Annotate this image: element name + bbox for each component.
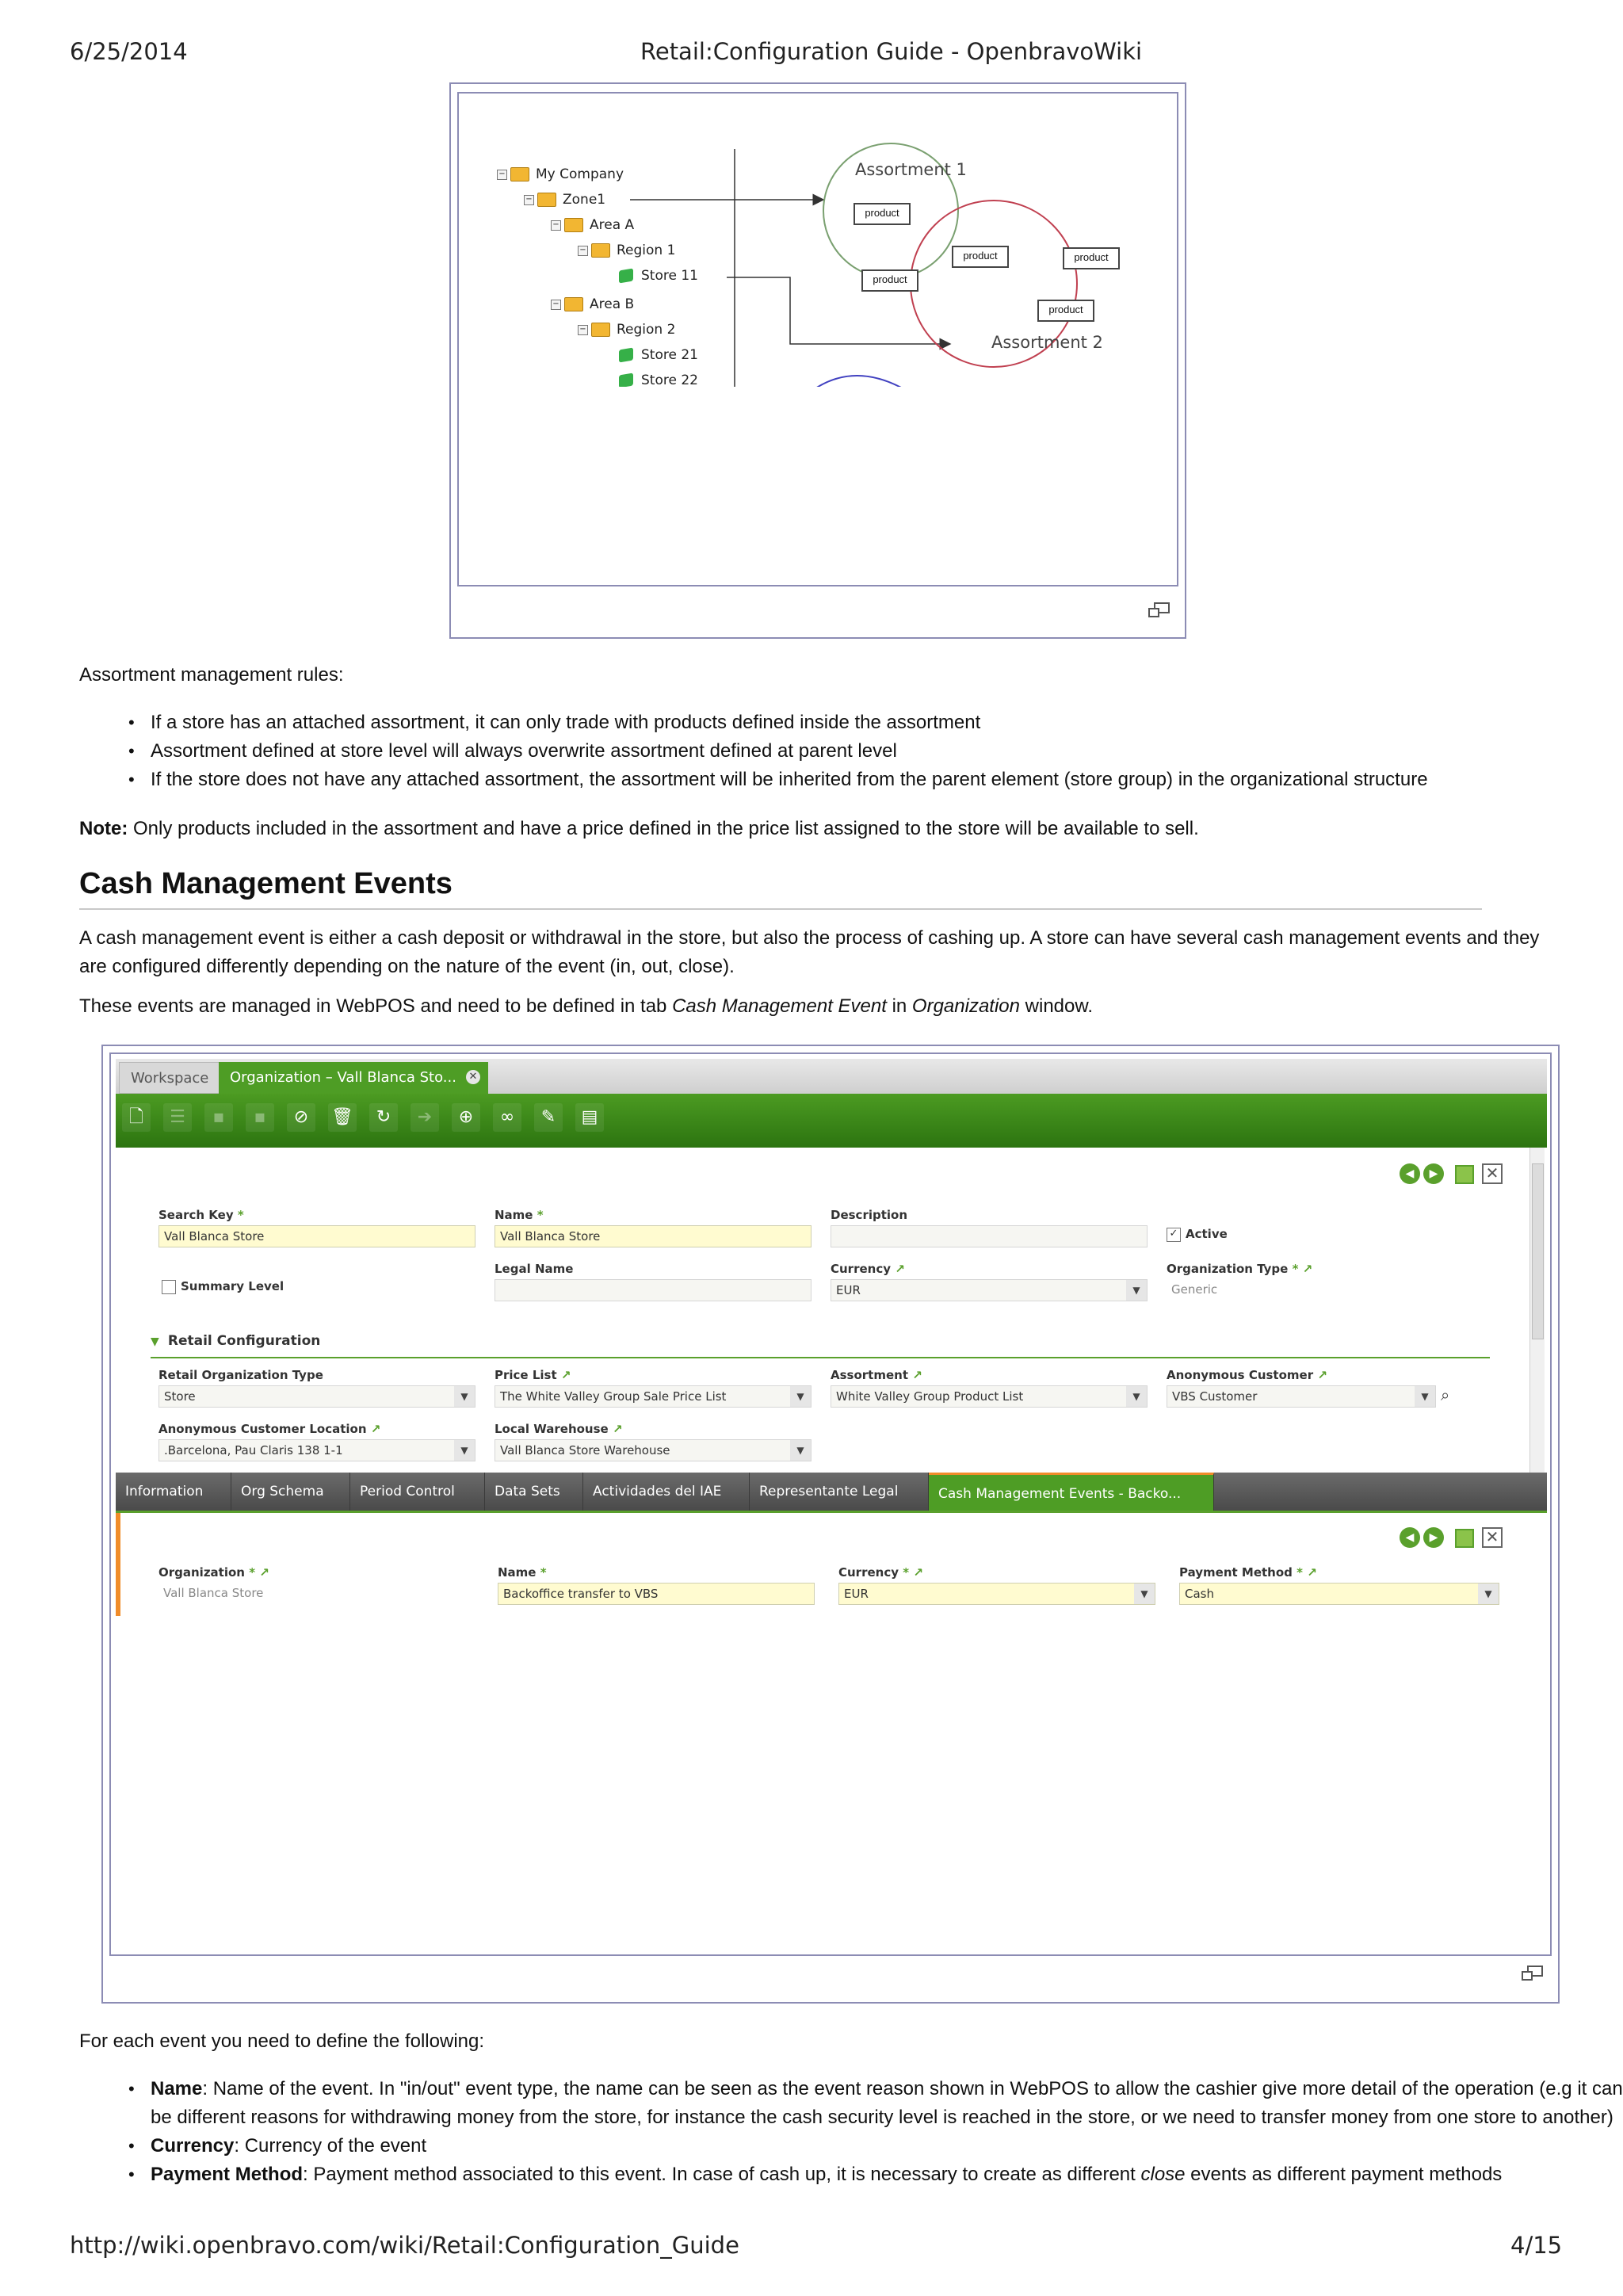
- assortment-figure: [449, 82, 1186, 639]
- retail-section-header[interactable]: ▼ Retail Configuration: [151, 1333, 1490, 1358]
- export-icon[interactable]: ➔: [411, 1103, 439, 1132]
- tree-node: Store 22: [619, 372, 698, 387]
- maximize-icon[interactable]: [1455, 1165, 1474, 1184]
- anon-location-label: Anonymous Customer Location ↗: [158, 1422, 381, 1436]
- list-item: • Name: Name of the event. In "in/out" event type, the name can be seen as the event reason shown in WebPOS to allow the cashier give more detail of the operation (e.g it can be different reasons for withdrawing money from the store, for instance the cash security level is reached in the store, or we need to transfer money from one store to another): [151, 2075, 1623, 2132]
- name-label: Name *: [495, 1208, 544, 1222]
- fields-intro: For each event you need to define the following:: [79, 2030, 485, 2052]
- subtab-bar: [116, 1473, 1547, 1511]
- product-box: product: [1063, 247, 1120, 269]
- organization-screenshot-figure: [101, 1045, 1560, 2004]
- save-icon[interactable]: ▪: [204, 1103, 233, 1132]
- price-list-label: Price List ↗: [495, 1368, 571, 1382]
- currency-select[interactable]: EUR ▼: [831, 1279, 1148, 1301]
- new-row-icon[interactable]: ☰: [163, 1103, 192, 1132]
- assortment-label: Assortment ↗: [831, 1368, 922, 1382]
- description-label: Description: [831, 1208, 908, 1222]
- tree-node: − Area A: [551, 217, 634, 233]
- product-box: product: [1037, 300, 1094, 322]
- event-name-label: Name *: [498, 1565, 547, 1580]
- tools-icon[interactable]: ✎: [534, 1103, 563, 1132]
- attachment-icon[interactable]: ⊕: [452, 1103, 480, 1132]
- event-org-label: Organization * ↗: [158, 1565, 269, 1580]
- list-item: • Assortment defined at store level will always overwrite assortment defined at parent level: [151, 737, 1623, 766]
- selected-row-marker: [116, 1513, 120, 1616]
- event-currency-label: Currency * ↗: [838, 1565, 923, 1580]
- search-key-field[interactable]: Vall Blanca Store: [158, 1225, 475, 1247]
- assortment-diagram: [459, 94, 1177, 387]
- event-org-value: Vall Blanca Store: [163, 1586, 264, 1600]
- tree-node: Store 21: [619, 347, 698, 363]
- assortment-select[interactable]: White Valley Group Product List ▼: [831, 1385, 1148, 1408]
- list-item: • Payment Method: Payment method associated to this event. In case of cash up, it is necessary to create as different close events as different payment methods: [151, 2160, 1623, 2189]
- event-payment-method-select[interactable]: Cash ▼: [1179, 1583, 1499, 1605]
- org-type-value: Generic: [1171, 1282, 1218, 1297]
- search-key-label: Search Key *: [158, 1208, 244, 1222]
- next-record-icon[interactable]: ▶: [1423, 1163, 1444, 1184]
- tab-org-schema[interactable]: Org Schema: [231, 1473, 350, 1511]
- chevron-down-icon: ▼: [1134, 1584, 1155, 1604]
- header-form: [116, 1148, 1547, 1473]
- organization-window: [109, 1052, 1552, 1956]
- search-icon[interactable]: ⌕: [1441, 1385, 1450, 1404]
- undo-icon[interactable]: ⊘: [287, 1103, 315, 1132]
- tree-node: − Region 1: [578, 243, 675, 258]
- tab-period-control[interactable]: Period Control: [350, 1473, 485, 1511]
- product-box: product: [854, 203, 911, 225]
- retail-org-type-label: Retail Organization Type: [158, 1368, 323, 1382]
- list-item: • Currency: Currency of the event: [151, 2132, 1623, 2160]
- enlarge-icon[interactable]: [1522, 1966, 1544, 1981]
- anon-location-select[interactable]: .Barcelona, Pau Claris 138 1-1 ▼: [158, 1439, 475, 1461]
- section-heading: Cash Management Events: [79, 867, 453, 900]
- page-url: http://wiki.openbravo.com/wiki/Retail:Configuration_Guide: [70, 2232, 739, 2259]
- new-document-icon[interactable]: 🗋: [122, 1103, 151, 1132]
- form-view-icon[interactable]: ▤: [575, 1103, 604, 1132]
- tree-node: − My Company: [497, 166, 624, 182]
- local-warehouse-label: Local Warehouse ↗: [495, 1422, 623, 1436]
- close-form-icon[interactable]: ✕: [1482, 1527, 1503, 1548]
- main-tab-bar: [116, 1059, 1547, 1094]
- note-text: Only products included in the assortment and have a price defined in the price list assigned to the store will be available to sell.: [128, 818, 1199, 839]
- event-payment-method-label: Payment Method * ↗: [1179, 1565, 1317, 1580]
- close-form-icon[interactable]: ✕: [1482, 1163, 1503, 1184]
- assortment-1-label: Assortment 1: [855, 160, 967, 179]
- save-close-icon[interactable]: ▪: [246, 1103, 274, 1132]
- rules-list: [79, 709, 1623, 794]
- currency-label: Currency ↗: [831, 1262, 905, 1276]
- tree-node: − Zone1: [524, 192, 605, 208]
- product-box: product: [952, 246, 1009, 268]
- note-paragraph: [79, 815, 1569, 843]
- chevron-down-icon: ▼: [454, 1386, 475, 1407]
- chevron-down-icon: ▼: [1478, 1584, 1499, 1604]
- maximize-icon[interactable]: [1455, 1529, 1474, 1548]
- previous-record-icon[interactable]: ◀: [1400, 1527, 1420, 1548]
- list-item: • If the store does not have any attached assortment, the assortment will be inherited from the parent element (store group) in the organizational structure: [151, 766, 1623, 794]
- retail-org-type-select[interactable]: Store ▼: [158, 1385, 475, 1408]
- price-list-select[interactable]: The White Valley Group Sale Price List ▼: [495, 1385, 812, 1408]
- event-currency-select[interactable]: EUR ▼: [838, 1583, 1155, 1605]
- section-rule: [79, 908, 1482, 910]
- enlarge-icon[interactable]: [1148, 602, 1170, 618]
- form-scrollbar[interactable]: [1529, 1148, 1545, 1473]
- chevron-down-icon: ▼: [790, 1386, 811, 1407]
- org-type-label: Organization Type * ↗: [1167, 1262, 1313, 1276]
- tree-node: − Region 2: [578, 322, 675, 338]
- active-checkbox[interactable]: ✓ Active: [1167, 1227, 1228, 1242]
- tab-organization[interactable]: Organization – Vall Blanca Sto... ✕: [219, 1062, 488, 1094]
- tree-node: Store 11: [619, 268, 698, 284]
- tab-data-sets[interactable]: Data Sets: [485, 1473, 583, 1511]
- next-record-icon[interactable]: ▶: [1423, 1527, 1444, 1548]
- description-field[interactable]: [831, 1225, 1148, 1247]
- page-number: 4/15: [1510, 2232, 1563, 2259]
- anon-customer-select[interactable]: VBS Customer ▼: [1167, 1385, 1436, 1408]
- rules-intro: Assortment management rules:: [79, 664, 344, 686]
- close-tab-icon[interactable]: ✕: [466, 1070, 480, 1084]
- refresh-icon[interactable]: ↻: [369, 1103, 398, 1132]
- cash-event-form: [116, 1511, 1547, 1956]
- tree-node: − Area B: [551, 296, 634, 312]
- delete-icon[interactable]: 🗑: [328, 1103, 357, 1132]
- legal-name-label: Legal Name: [495, 1262, 574, 1276]
- chevron-down-icon: ▼: [1126, 1386, 1147, 1407]
- tab-workspace[interactable]: Workspace: [119, 1062, 220, 1094]
- previous-record-icon[interactable]: ◀: [1400, 1163, 1420, 1184]
- event-name-field[interactable]: Backoffice transfer to VBS: [498, 1583, 815, 1605]
- product-box: product: [861, 269, 918, 292]
- chevron-down-icon: ▼: [454, 1440, 475, 1461]
- tab-cash-management-events[interactable]: Cash Management Events - Backo...: [929, 1473, 1214, 1511]
- anon-customer-label: Anonymous Customer ↗: [1167, 1368, 1327, 1382]
- link-icon[interactable]: ∞: [493, 1103, 521, 1132]
- local-warehouse-select[interactable]: Vall Blanca Store Warehouse ▼: [495, 1439, 812, 1461]
- name-field[interactable]: Vall Blanca Store: [495, 1225, 812, 1247]
- section-paragraph-2: These events are managed in WebPOS and need to be defined in tab Cash Management Event in Organization window.: [79, 995, 1094, 1017]
- assortment-2-label: Assortment 2: [991, 333, 1103, 352]
- summary-level-checkbox[interactable]: Summary Level: [162, 1279, 284, 1294]
- fields-list: [79, 2075, 1623, 2189]
- tab-actividades-iae[interactable]: Actividades del IAE: [583, 1473, 750, 1511]
- list-item: • If a store has an attached assortment, it can only trade with products defined inside the assortment: [151, 709, 1623, 737]
- legal-name-field[interactable]: [495, 1279, 812, 1301]
- chevron-down-icon: ▼: [1415, 1386, 1435, 1407]
- note-label: Note:: [79, 818, 128, 839]
- toolbar: [116, 1094, 1547, 1148]
- print-date: 6/25/2014: [70, 38, 188, 65]
- tab-information[interactable]: Information: [116, 1473, 231, 1511]
- print-title: Retail:Configuration Guide - OpenbravoWiki: [640, 38, 1143, 65]
- assortment-image-frame: [457, 92, 1178, 586]
- chevron-down-icon: ▼: [1126, 1280, 1147, 1301]
- section-paragraph-1: A cash management event is either a cash deposit or withdrawal in the store, but also the process of cashing up. A store can have several cash management events and they are configured differently depending on the nature of the event (in, out, close).: [79, 927, 1540, 977]
- chevron-down-icon: ▼: [790, 1440, 811, 1461]
- tab-representante-legal[interactable]: Representante Legal: [750, 1473, 929, 1511]
